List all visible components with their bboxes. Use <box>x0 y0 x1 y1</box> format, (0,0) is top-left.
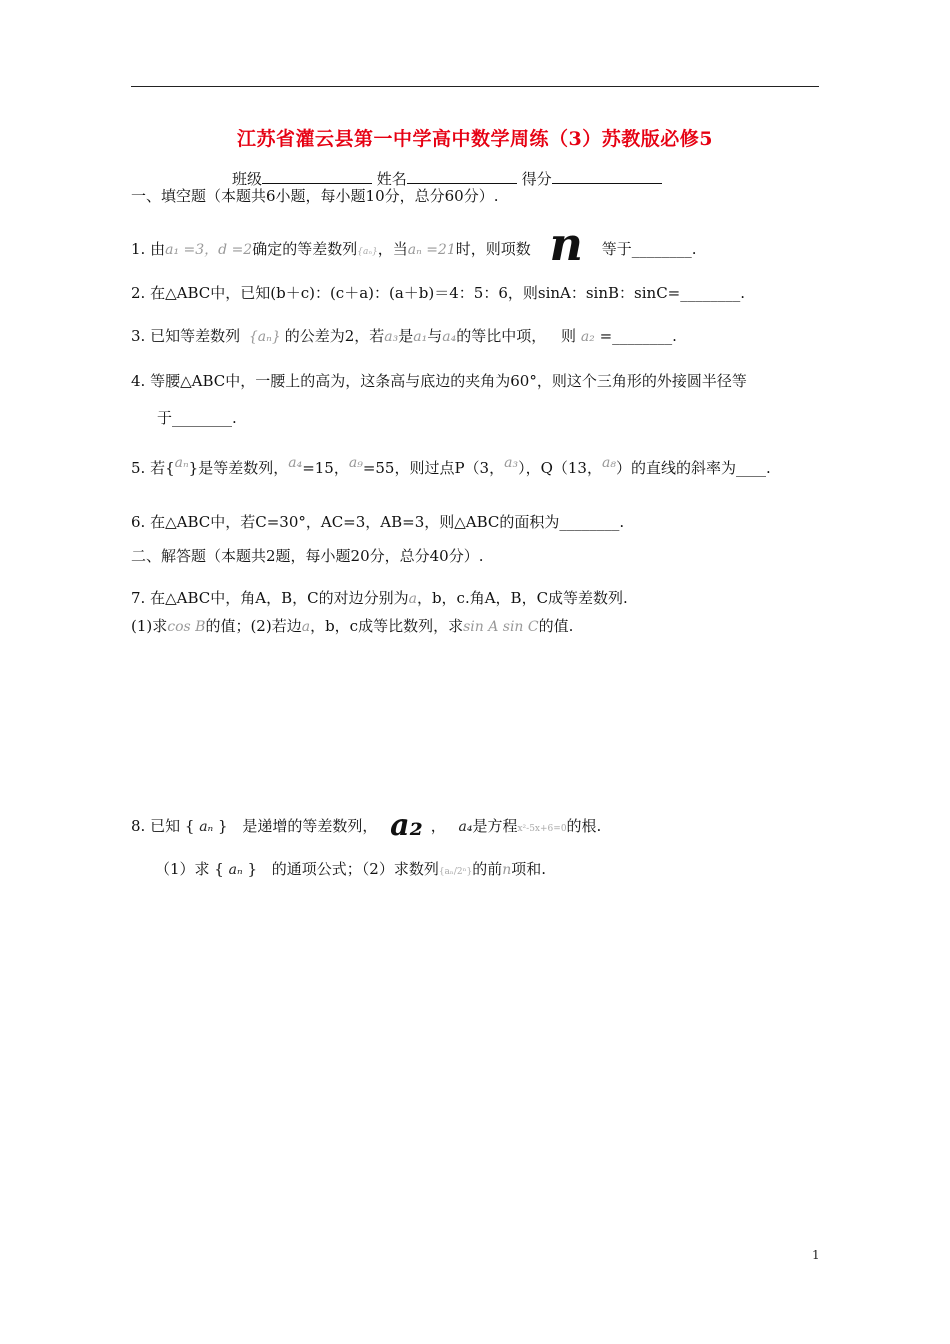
q1-math-2: {aₙ} <box>357 247 378 257</box>
q6-text: 在△ABC中，若C=30°，AC=3，AB=3，则△ABC的面积为________. <box>150 513 625 531</box>
q7-math-3: a <box>301 619 311 635</box>
q2-text: 在△ABC中，已知(b＋c)：(c＋a)：(a＋b)＝4：5：6，则sinA：sinB：sinC=________. <box>150 284 746 302</box>
q3-text-2: 的公差为2，若 <box>284 327 385 345</box>
q8-text-1: 已知 { <box>150 817 195 835</box>
question-4-line-1 <box>131 370 747 392</box>
question-8-line-2 <box>155 858 546 883</box>
name-label: 姓名 <box>376 170 407 188</box>
question-7-line-2 <box>131 615 573 638</box>
q7-part-4: 的值. <box>538 617 574 635</box>
class-label: 班级 <box>232 170 263 188</box>
q1-text-4: 时，则项数 <box>455 240 531 258</box>
section-1-heading: 一、填空题（本题共6小题，每小题10分，总分60分）. <box>131 187 499 205</box>
q8-math-6: {aₙ/2ⁿ} <box>438 867 473 877</box>
class-blank[interactable] <box>262 168 372 184</box>
name-blank[interactable] <box>407 168 517 184</box>
question-number: 4. <box>131 372 146 390</box>
q8-sub-5: 项和. <box>511 860 547 878</box>
score-label: 得分 <box>521 170 552 188</box>
q8-math-4: x²-5x+6=0 <box>517 824 567 834</box>
question-number: 7. <box>131 589 146 607</box>
q5-text-1: 若{ <box>150 459 175 477</box>
section-2-heading: 二、解答题（本题共2题，每小题20分，总分40分）. <box>131 547 484 565</box>
q5-math-3: a₉ <box>348 455 363 471</box>
q8-math-7: n <box>502 862 512 878</box>
q3-text-3: 是 <box>398 327 414 345</box>
question-1 <box>131 217 697 271</box>
q8-text-6: 的根. <box>566 817 602 835</box>
q3-text-5: 的等比中项， <box>456 327 547 345</box>
q5-math-5: a₈ <box>601 455 616 471</box>
q5-text-5: ），Q（13， <box>518 459 602 477</box>
q8-math-2: a₂ <box>390 808 423 843</box>
q7-part-2: 的值；(2)若边 <box>205 617 302 635</box>
question-2 <box>131 282 745 304</box>
q3-text-7: =________. <box>599 327 677 345</box>
question-6 <box>131 511 624 533</box>
q4-text-1: 等腰△ABC中，一腰上的高为，这条高与底边的夹角为60°，则这个三角形的外接圆半径等 <box>150 372 747 390</box>
q7-part-3: ，b，c成等比数列，求 <box>310 617 464 635</box>
q3-math-2: a₃ <box>384 329 399 345</box>
q3-math-3: a₁ <box>413 329 428 345</box>
q3-text-1: 已知等差数列 <box>150 327 241 345</box>
q7-part-1: (1)求 <box>131 617 168 635</box>
q7-math-2: cos B <box>167 619 206 635</box>
q5-text-2: }是等差数列， <box>188 459 289 477</box>
q5-math-1: aₙ <box>174 455 189 471</box>
question-3 <box>131 325 677 348</box>
q8-math-5: aₙ <box>228 862 243 878</box>
question-number: 8. <box>131 817 146 835</box>
q3-math-5: a₂ <box>580 329 595 345</box>
q8-text-5: 是方程 <box>472 817 518 835</box>
q8-sub-3: 的通项公式；（2）求数列 <box>271 860 439 878</box>
q5-text-4: =55，则过点P（3， <box>362 459 505 477</box>
q8-sub-4: 的前 <box>472 860 503 878</box>
q8-math-1: aₙ <box>199 819 214 835</box>
q8-sub-2: } <box>247 860 257 878</box>
q7-text-1: 在△ABC中，角A，B，C的对边分别为 <box>150 589 409 607</box>
q8-text-2: } <box>218 817 228 835</box>
question-8-line-1 <box>131 808 602 843</box>
question-4-line-2: 于________. <box>157 409 237 427</box>
q3-text-4: 与 <box>427 327 443 345</box>
q8-sub-1: （1）求 { <box>155 860 224 878</box>
page-title: 江苏省灌云县第一中学高中数学周练（3）苏教版必修5 <box>237 128 713 150</box>
q1-big-n: n <box>549 217 583 271</box>
q1-math-1: a₁ =3，d =2 <box>165 242 253 258</box>
q8-math-3: a₄ <box>458 819 473 835</box>
q1-math-3: aₙ =21 <box>407 242 456 258</box>
question-number: 1. <box>131 240 146 258</box>
q5-math-4: a₃ <box>504 455 519 471</box>
question-number: 6. <box>131 513 146 531</box>
question-5 <box>131 452 771 479</box>
q1-text-1: 由 <box>150 240 166 258</box>
q3-math-1: {aₙ} <box>248 329 281 345</box>
q3-text-6: 则 <box>561 327 577 345</box>
q1-text-5: 等于________. <box>601 240 697 258</box>
question-7-line-1 <box>131 587 628 610</box>
top-rule <box>131 86 819 87</box>
q7-text-2: ，b，c.角A，B，C成等差数列. <box>416 589 628 607</box>
q8-text-3: 是递增的等差数列， <box>242 817 378 835</box>
question-number: 2. <box>131 284 146 302</box>
q5-text-6: ）的直线的斜率为____. <box>615 459 771 477</box>
q3-math-4: a₄ <box>442 329 457 345</box>
question-number: 5. <box>131 459 146 477</box>
q1-text-2: 确定的等差数列 <box>252 240 358 258</box>
page-number: 1 <box>812 1248 820 1262</box>
question-number: 3. <box>131 327 146 345</box>
q5-math-2: a₄ <box>288 455 303 471</box>
q7-math-4: sin A sin C <box>463 619 539 635</box>
q7-math-1: a <box>408 591 417 607</box>
q8-text-4: ， <box>430 817 446 835</box>
score-blank[interactable] <box>552 168 662 184</box>
q1-text-3: ，当 <box>377 240 408 258</box>
q5-text-3: =15， <box>302 459 349 477</box>
